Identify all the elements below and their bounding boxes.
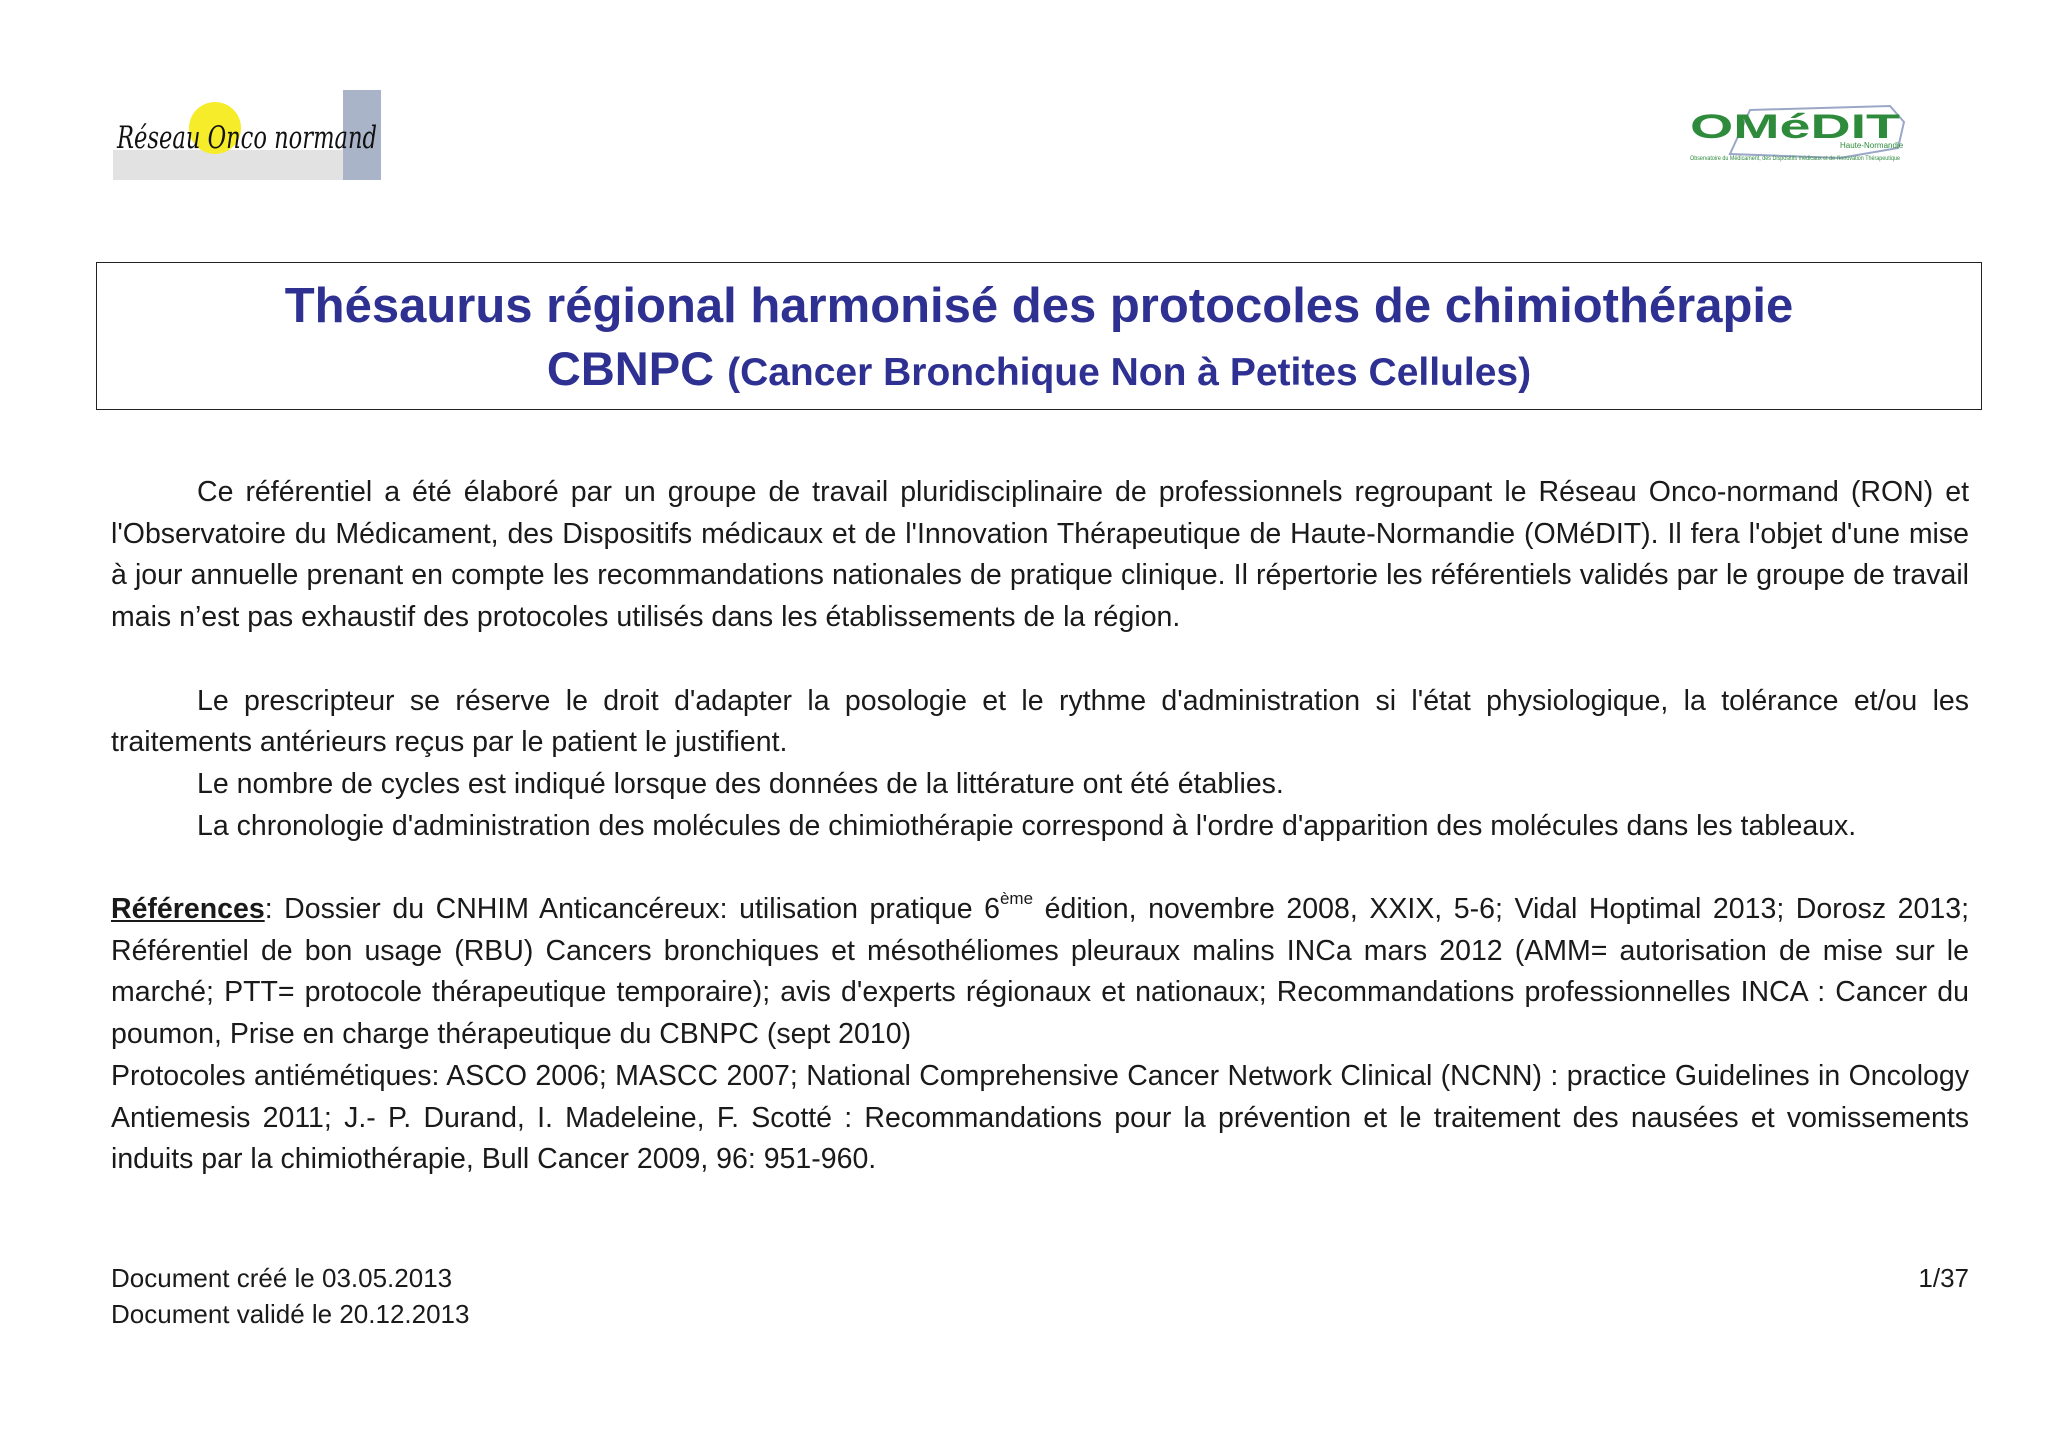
created-date: Document créé le 03.05.2013 xyxy=(111,1263,453,1293)
intro-paragraph: Ce référentiel a été élaboré par un groupe de travail pluridisciplinaire de professionnels regroupant le Réseau Onco-normand (RON) et l'Observatoire du Médicament, des Dispositifs médicaux et de l'Innovation Thérapeutique de Haute-Normandie (OMéDIT). Il fera l'objet d'une mise à jour annuelle prenant en compte les recommandations nationales de pratique clinique. Il répertorie les référentiels validés par le groupe de travail mais n’est pas exhaustif des protocoles utilisés dans les établissements de la région. xyxy=(111,476,1969,634)
prescriber-paragraph: Le prescripteur se réserve le droit d'adapter la posologie et le rythme d'administration si l'état physiologique, la tolérance et/ou les traitements antérieurs reçus par le patient le justifient. xyxy=(111,684,1969,759)
chronology-paragraph: La chronologie d'administration des molécules de chimiothérapie correspond à l'ordre d'apparition des molécules dans les tableaux. xyxy=(197,809,1857,842)
antiemetics-paragraph: Protocoles antiémétiques: ASCO 2006; MASCC 2007; National Comprehensive Cancer Network Clinical (NCNN) : practice Guidelines in Oncology Antiemesis 2011; J.- P. Durand, I. Madeleine, F. Scotté : Recommandations pour la prévention et le traitement des nausées et vomissements induits par la chimiothérapie, Bull Cancer 2009, 96: 951-960. xyxy=(111,1059,1969,1176)
subtitle-description: (Cancer Bronchique Non à Petites Cellules) xyxy=(727,351,1532,394)
omedit-logo-subtitle: Haute-Normandie xyxy=(1840,141,1904,150)
omedit-logo-text: OMéDIT xyxy=(1690,108,1901,146)
references-text-1: : Dossier du CNHIM Anticancéreux: utilisation pratique 6 xyxy=(264,893,1000,925)
document-title: Thésaurus régional harmonisé des protocoles de chimiothérapie xyxy=(284,279,1794,333)
ron-logo-text: Réseau Onco normand xyxy=(116,120,378,156)
references-text-2: édition, novembre 2008, XXIX, 5-6; Vidal Hoptimal 2013; Dorosz 2013; Référentiel de bon usage (RBU) Cancers bronchiques et mésothéliomes pleuraux malins INCa mars 2012 (AMM= autorisation de mise sur le marché; PTT= protocole thérapeutique temporaire); avis d'experts régionaux et nationaux; Recommandations professionnelles INCA : Cancer du poumon, Prise en charge thérapeutique du CBNPC (sept 2010) xyxy=(111,893,1969,1051)
title-box xyxy=(96,262,1982,410)
page-number: 1/37 xyxy=(1918,1263,1969,1293)
omedit-logo xyxy=(1690,100,1908,170)
references-paragraph xyxy=(111,889,1969,1056)
subtitle-acronym: CBNPC xyxy=(546,342,715,395)
document-subtitle xyxy=(97,341,1981,401)
references-superscript: ème xyxy=(999,889,1034,908)
references-label: Références xyxy=(111,893,265,925)
document-body xyxy=(111,472,1969,1181)
cycles-paragraph: Le nombre de cycles est indiqué lorsque des données de la littérature ont été établies. xyxy=(197,767,1284,800)
footer xyxy=(111,1260,1969,1332)
validated-date: Document validé le 20.12.2013 xyxy=(111,1299,470,1329)
reseau-onco-normand-logo xyxy=(113,90,381,180)
omedit-logo-caption: Observatoire du Médicament, des Dispositifs médicaux et de l'Innovation Thérapeutique xyxy=(1690,156,1901,162)
